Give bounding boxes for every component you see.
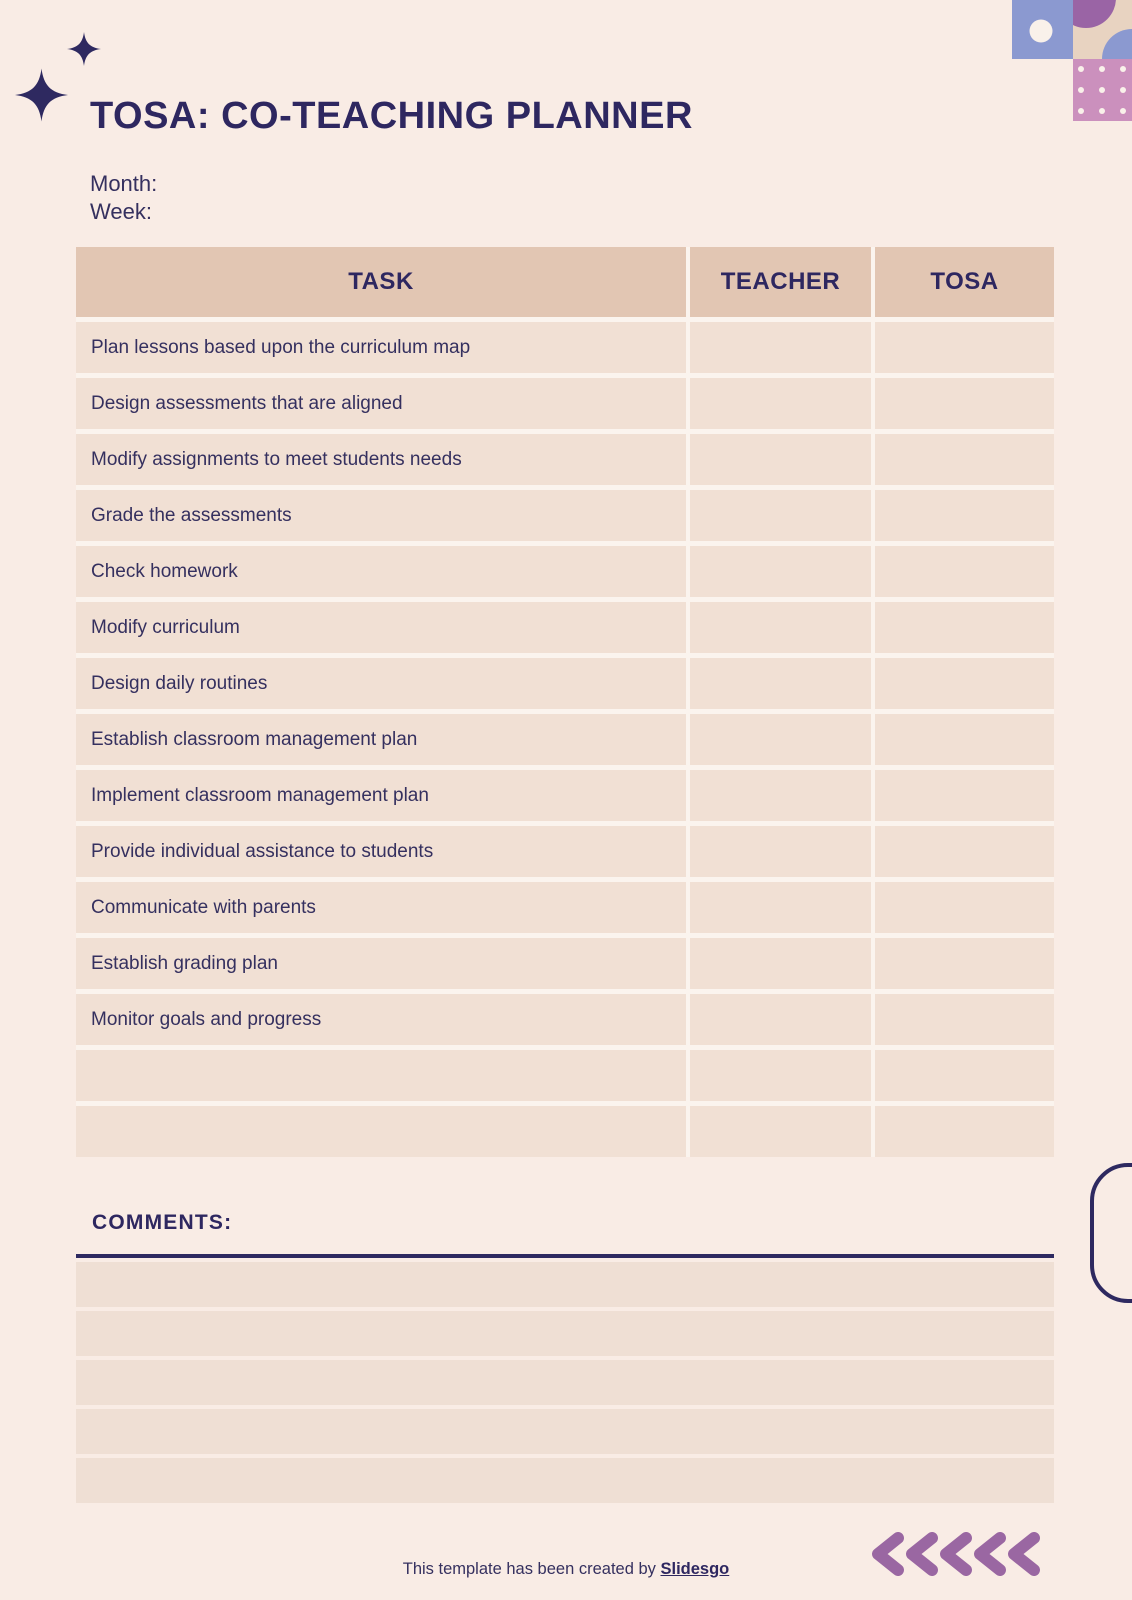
tosa-checkbox-cell[interactable] — [875, 826, 1054, 877]
credit-text: This template has been created by — [402, 1560, 661, 1578]
teacher-checkbox-cell[interactable] — [690, 882, 871, 933]
comment-line[interactable] — [76, 1311, 1054, 1356]
teacher-checkbox-cell[interactable] — [690, 322, 871, 373]
tosa-checkbox-cell[interactable] — [875, 658, 1054, 709]
empty-task-cell[interactable] — [76, 1106, 686, 1157]
teacher-checkbox-cell[interactable] — [690, 714, 871, 765]
tosa-checkbox-cell[interactable] — [875, 546, 1054, 597]
teacher-checkbox-cell[interactable] — [690, 546, 871, 597]
comment-line[interactable] — [76, 1360, 1054, 1405]
tosa-checkbox-cell[interactable] — [875, 602, 1054, 653]
teacher-checkbox-cell[interactable] — [690, 826, 871, 877]
comment-line[interactable] — [76, 1458, 1054, 1503]
page-title: TOSA: CO-TEACHING PLANNER — [90, 95, 693, 137]
comments-divider — [76, 1254, 1054, 1258]
footer-credit — [0, 1560, 1132, 1579]
column-header-task: TASK — [76, 247, 686, 317]
tosa-checkbox-cell[interactable] — [875, 378, 1054, 429]
comments-area — [76, 1262, 1054, 1507]
week-label: Week: — [90, 199, 152, 224]
task-cell: Modify curriculum — [76, 602, 686, 653]
tosa-checkbox-cell[interactable] — [875, 882, 1054, 933]
task-cell: Plan lessons based upon the curriculum map — [76, 322, 686, 373]
task-cell: Provide individual assistance to students — [76, 826, 686, 877]
sparkle-icon — [67, 31, 101, 67]
tosa-checkbox-cell[interactable] — [875, 322, 1054, 373]
teacher-checkbox-cell[interactable] — [690, 434, 871, 485]
task-cell: Check homework — [76, 546, 686, 597]
empty-task-cell[interactable] — [76, 1050, 686, 1101]
teacher-checkbox-cell[interactable] — [690, 770, 871, 821]
task-cell: Communicate with parents — [76, 882, 686, 933]
comment-line[interactable] — [76, 1409, 1054, 1454]
column-header-teacher: TEACHER — [690, 247, 871, 317]
teacher-checkbox-cell[interactable] — [690, 602, 871, 653]
task-cell: Establish grading plan — [76, 938, 686, 989]
rounded-tab-outline — [1090, 1163, 1132, 1303]
tosa-checkbox-cell[interactable] — [875, 994, 1054, 1045]
month-week-block — [90, 170, 157, 226]
comments-heading: COMMENTS: — [92, 1211, 233, 1234]
sparkle-icon — [15, 67, 68, 123]
month-label: Month: — [90, 171, 158, 196]
task-cell: Implement classroom management plan — [76, 770, 686, 821]
tosa-checkbox-cell[interactable] — [875, 714, 1054, 765]
tosa-checkbox-cell[interactable] — [875, 938, 1054, 989]
column-header-tosa: TOSA — [875, 247, 1054, 317]
task-table — [76, 247, 1054, 1157]
slidesgo-link[interactable]: Slidesgo — [660, 1560, 730, 1578]
task-cell: Establish classroom management plan — [76, 714, 686, 765]
task-cell: Modify assignments to meet students needs — [76, 434, 686, 485]
teacher-checkbox-cell[interactable] — [690, 378, 871, 429]
teacher-checkbox-cell[interactable] — [690, 938, 871, 989]
cream-circle-shape — [1030, 20, 1053, 43]
tosa-checkbox-cell[interactable] — [875, 770, 1054, 821]
tosa-checkbox-cell[interactable] — [875, 490, 1054, 541]
teacher-checkbox-cell[interactable] — [690, 1050, 871, 1101]
teacher-checkbox-cell[interactable] — [690, 658, 871, 709]
tosa-checkbox-cell[interactable] — [875, 1050, 1054, 1101]
task-cell: Grade the assessments — [76, 490, 686, 541]
comment-line[interactable] — [76, 1262, 1054, 1307]
tosa-checkbox-cell[interactable] — [875, 1106, 1054, 1157]
task-cell: Design assessments that are aligned — [76, 378, 686, 429]
corner-shapes-decor — [1011, 0, 1132, 121]
teacher-checkbox-cell[interactable] — [690, 994, 871, 1045]
task-cell: Design daily routines — [76, 658, 686, 709]
task-cell: Monitor goals and progress — [76, 994, 686, 1045]
teacher-checkbox-cell[interactable] — [690, 490, 871, 541]
teacher-checkbox-cell[interactable] — [690, 1106, 871, 1157]
tosa-checkbox-cell[interactable] — [875, 434, 1054, 485]
